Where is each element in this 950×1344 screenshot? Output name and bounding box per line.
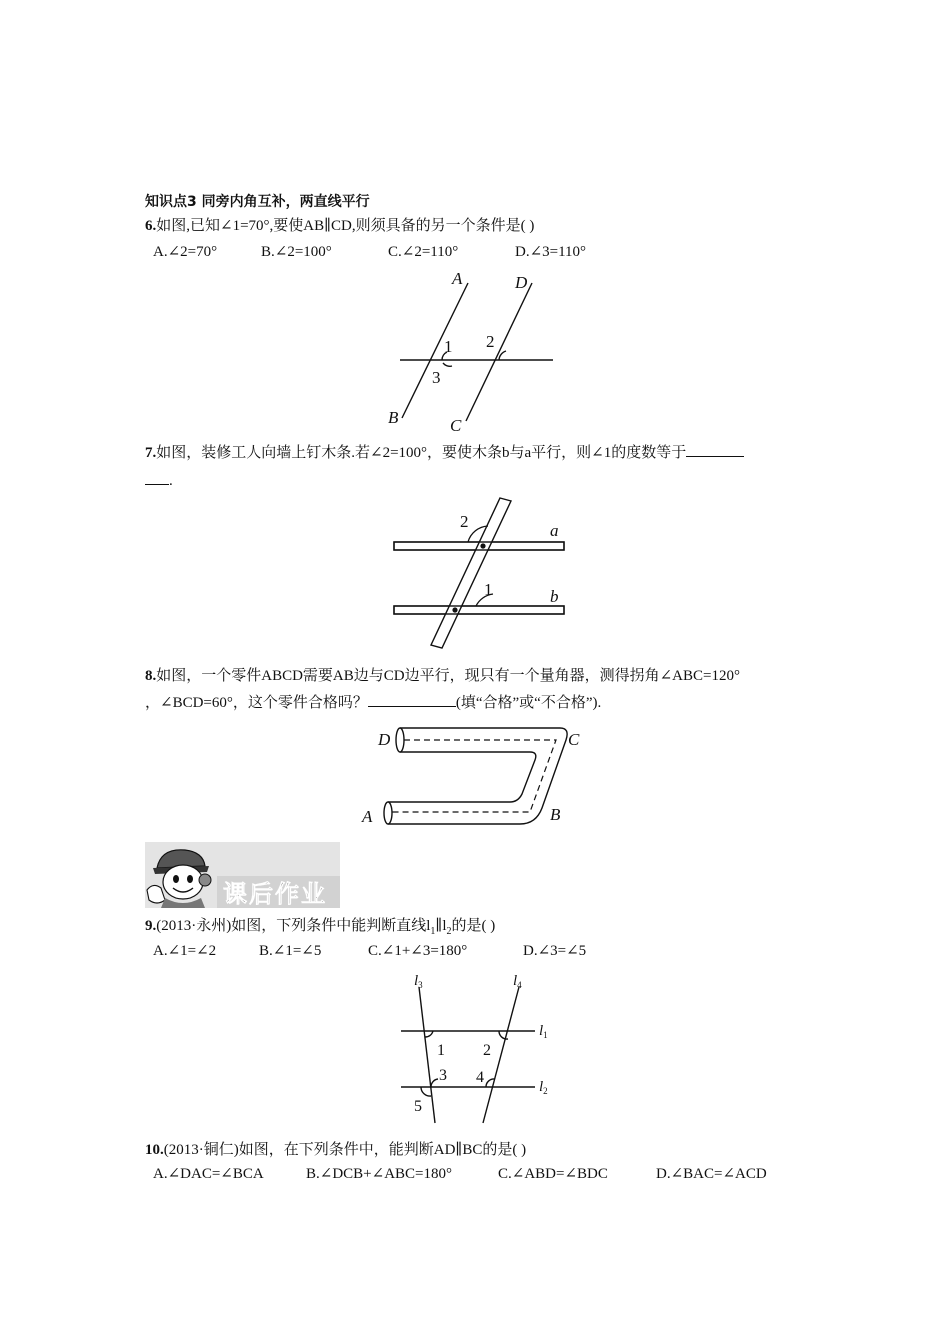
q8-figure <box>360 720 600 832</box>
banner-text: 课后作业 <box>223 880 327 908</box>
option-a: A.∠2=70° <box>153 244 218 260</box>
question-text: (2013·永州)如图，下列条件中能判断直线l <box>156 918 431 934</box>
angle-1-label: 1 <box>437 1042 445 1059</box>
line-l1-label: $l_1$ <box>539 1023 548 1040</box>
q9-figure <box>395 965 565 1130</box>
option-a: A.∠DAC=∠BCA <box>153 1166 264 1182</box>
label-b: B <box>388 408 399 427</box>
option-b: B.∠2=100° <box>261 244 332 260</box>
subscript: 1 <box>430 926 436 937</box>
line-l4-label: $l_4$ <box>513 973 522 990</box>
option-d: D.∠3=110° <box>515 244 587 260</box>
angle-2-label: 2 <box>486 332 495 351</box>
angle-1-label: 1 <box>444 337 453 356</box>
option-b: B.∠1=∠5 <box>259 943 322 959</box>
question-9 <box>145 916 495 942</box>
label-a: A <box>452 269 463 288</box>
label-b: B <box>550 805 561 824</box>
label-a: A <box>362 807 373 826</box>
question-10 <box>145 1140 526 1160</box>
answer-blank[interactable] <box>368 692 456 707</box>
option-d: D.∠3=∠5 <box>523 943 587 959</box>
question-text-mid: ∥l <box>435 918 447 934</box>
option-a: A.∠1=∠2 <box>153 943 217 959</box>
question-text: 如图,已知∠1=70°,要使AB∥CD,则须具备的另一个条件是( ) <box>156 218 535 234</box>
line-a-label: a <box>550 521 559 540</box>
option-c: C.∠1+∠3=180° <box>368 943 468 959</box>
option-c: C.∠2=110° <box>388 244 459 260</box>
label-c: C <box>568 730 580 749</box>
option-b: B.∠DCB+∠ABC=180° <box>306 1166 452 1182</box>
question-text-end: 的是( ) <box>451 918 496 934</box>
question-text-end: . <box>169 473 173 489</box>
q7-figure <box>390 494 580 654</box>
question-text: (2013·铜仁)如图，在下列条件中，能判断AD∥BC的是( ) <box>163 1142 527 1158</box>
answer-blank[interactable] <box>686 442 744 457</box>
question-number: 10. <box>145 1142 164 1158</box>
question-text-line2: ，∠BCD=60°，这个零件合格吗？ <box>145 695 368 711</box>
angle-1-label: 1 <box>484 580 493 599</box>
question-text-line2-end: (填“合格”或“不合格”). <box>455 695 602 711</box>
line-b-label: b <box>550 587 559 606</box>
subscript: 2 <box>446 926 452 937</box>
line-l3-label: $l_3$ <box>414 973 423 990</box>
angle-3-label: 3 <box>439 1067 447 1084</box>
angle-2-label: 2 <box>483 1042 491 1059</box>
option-d: D.∠BAC=∠ACD <box>656 1166 767 1182</box>
angle-4-label: 4 <box>476 1069 484 1086</box>
question-number: 6. <box>145 218 157 234</box>
question-7 <box>145 442 744 463</box>
question-number: 8. <box>145 668 157 684</box>
question-text: 如图，一个零件ABCD需要AB边与CD边平行，现只有一个量角器，测得拐角∠ABC=120° <box>156 668 740 684</box>
section-heading: 知识点3 同旁内角互补，两直线平行 <box>145 194 370 210</box>
q6-figure <box>380 268 570 438</box>
question-number: 9. <box>145 918 157 934</box>
label-d: D <box>378 730 391 749</box>
angle-2-label: 2 <box>460 512 469 531</box>
label-d: D <box>515 273 528 292</box>
question-text: 如图，装修工人向墙上钉木条.若∠2=100°，要使木条b与a平行，则∠1的度数等于 <box>156 445 687 461</box>
cartoon-kid-icon <box>145 842 340 908</box>
angle-5-label: 5 <box>414 1098 422 1115</box>
question-6 <box>145 216 534 236</box>
question-number: 7. <box>145 445 157 461</box>
angle-3-label: 3 <box>432 368 441 387</box>
question-8-continued <box>145 692 601 713</box>
question-8 <box>145 666 740 686</box>
homework-banner <box>145 842 340 908</box>
answer-blank-continued[interactable] <box>145 470 169 485</box>
label-c: C <box>450 416 462 435</box>
question-7-continued <box>145 470 173 491</box>
option-c: C.∠ABD=∠BDC <box>498 1166 608 1182</box>
line-l2-label: $l_2$ <box>539 1079 548 1096</box>
